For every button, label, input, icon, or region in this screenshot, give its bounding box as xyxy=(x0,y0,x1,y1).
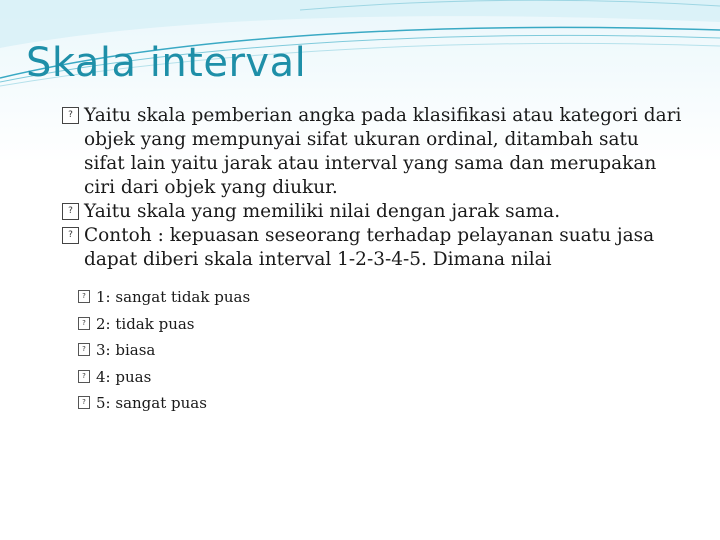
sub-bullet-box-icon: ? xyxy=(78,370,90,383)
bullet-box-icon: ? xyxy=(62,107,79,124)
sub-bullet-text: 4: puas xyxy=(96,367,152,386)
slide-title: Skala interval xyxy=(26,40,307,86)
sub-bullet-item xyxy=(78,337,682,364)
bullet-text: Yaitu skala yang memiliki nilai dengan jarak sama. xyxy=(84,201,561,222)
sub-bullet-text: 2: tidak puas xyxy=(96,314,195,333)
sub-bullet-box-icon: ? xyxy=(78,343,90,356)
sub-bullet-item xyxy=(78,390,682,417)
bullet-item xyxy=(62,224,682,272)
bullet-box-icon: ? xyxy=(62,227,79,244)
sub-bullet-box-icon: ? xyxy=(78,317,90,330)
slide-content xyxy=(62,104,682,417)
bullet-item xyxy=(62,200,682,224)
sub-bullet-item xyxy=(78,364,682,391)
sub-bullet-text: 3: biasa xyxy=(96,341,156,359)
sub-bullet-text: 5: sangat puas xyxy=(96,394,207,412)
sub-bullet-text: 1: sangat tidak puas xyxy=(96,288,251,306)
bullet-text: Yaitu skala pemberian angka pada klasifikasi atau kategori dari objek yang mempunyai sifat ukuran ordinal, ditambah satu sifat lain yaitu jarak atau interval yang sama dan merupakan ciri dari objek yang diukur. xyxy=(84,105,682,198)
bullet-box-icon: ? xyxy=(62,203,79,220)
sub-bullet-box-icon: ? xyxy=(78,396,90,409)
sub-bullet-list xyxy=(62,284,682,417)
bullet-text: Contoh : kepuasan seseorang terhadap pelayanan suatu jasa dapat diberi skala interval 1-2-3-4-5. Dimana nilai xyxy=(84,225,655,270)
sub-bullet-item xyxy=(78,311,682,338)
bullet-item xyxy=(62,104,682,200)
sub-bullet-box-icon: ? xyxy=(78,290,90,303)
sub-bullet-item xyxy=(78,284,682,311)
